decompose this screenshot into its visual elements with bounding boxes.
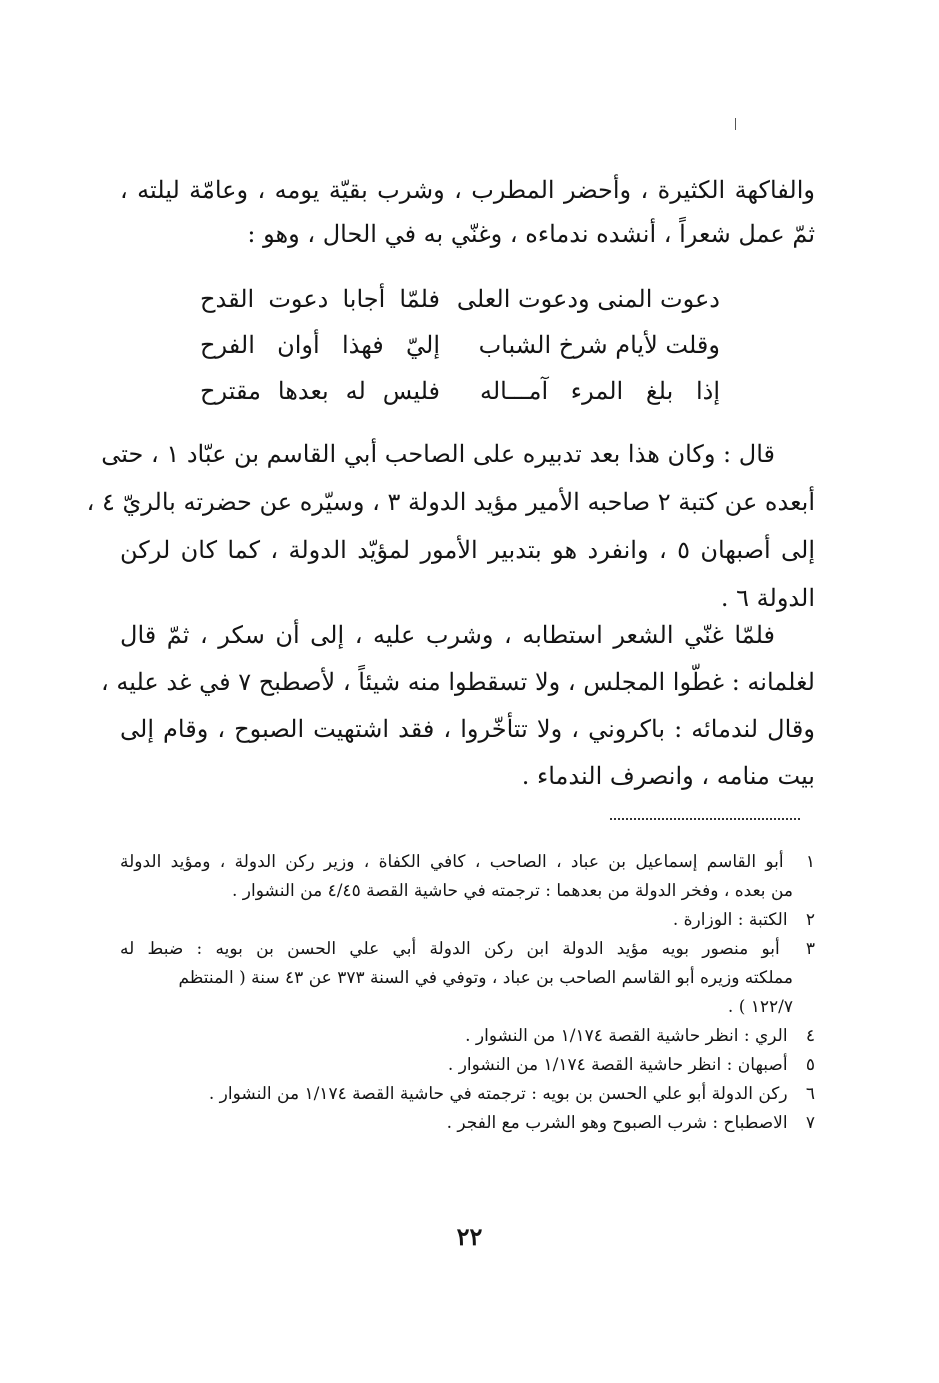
footnote-number: ٧ [805,1113,815,1133]
paragraph-1 [86,430,816,622]
paragraph-line: فلمّا غنّي الشعر استطابه ، وشرب عليه ، إلى أن سكر ، ثمّ قال [120,621,775,649]
footnote-text: الاصطباح : شرب الصبوح وهو الشرب مع الفجر . [446,1113,788,1133]
footnote-6 [120,1080,815,1109]
footnotes [120,848,815,1138]
footnote-3-continued: مملكته وزيره أبو القاسم الصاحب بن عباد ، وتوفي في السنة ٣٧٣ عن ٤٣ سنة ( المنتظم [178,968,793,988]
footnote-1-continued: من بعده ، وفخر الدولة من بعدهما : ترجمته في حاشية القصة ٤/٤٥ من النشوار . [232,881,793,901]
poem-verse [200,322,720,368]
footnote-3-continued: ١٢٢/٧ ) . [727,997,793,1017]
footnote-number: ٣ [805,939,815,959]
footnote-text: الكتبة : الوزارة . [672,910,788,930]
footnote-text: الري : انظر حاشية القصة ١/١٧٤ من النشوار . [465,1026,788,1046]
footnote-3 [120,935,815,964]
footnote-number: ٤ [805,1026,815,1046]
footnote-number: ٦ [805,1084,815,1104]
paragraph-line: قال : وكان هذا بعد تدبيره على الصاحب أبي القاسم بن عبّاد ١ ، حتى [101,440,775,468]
poem-verse [200,368,720,414]
footnote-separator [610,818,800,820]
paragraph-line: لغلمانه : غطّوا المجلس ، ولا تسقطوا منه شيئاً ، لأصطبح ٧ في غد عليه ، [100,668,815,696]
footnote-7 [120,1109,815,1138]
footnote-2 [120,906,815,935]
paragraph-line: أبعده عن كتبة ٢ صاحبه الأمير مؤيد الدولة ٣ ، وسيّره عن حضرته بالريّ ٤ ، [86,488,815,516]
intro-line: والفاكهة الكثيرة ، وأحضر المطرب ، وشرب بقيّة يومه ، وعامّة ليلته ، [120,176,815,204]
verse-second-hemistich: إليّ فهذا أوان الفرح [200,331,440,359]
paragraph-line: بيت منامه ، وانصرف الندماء . [521,762,815,790]
verse-first-hemistich: وقلت لأيام شرخ الشباب [478,331,720,359]
verse-second-hemistich: فلمّا أجابا دعوت القدح [200,285,440,313]
paragraph-line: وقال لندمائه : باكروني ، ولا تتأخّروا ، فقد اشتهيت الصبوح ، وقام إلى [120,715,815,743]
footnote-5 [120,1051,815,1080]
verse-second-hemistich: فليس له بعدها مقترح [200,377,440,405]
page-number: ٢٢ [456,1222,483,1251]
footnote-text: أصبهان : انظر حاشية القصة ١/١٧٤ من النشوار . [447,1055,788,1075]
footnote-number: ١ [805,852,815,872]
footnote-text: أبو منصور بويه مؤيد الدولة ابن ركن الدولة أبي علي الحسن بن بويه : ضبط له [120,939,780,959]
poem-verse [200,276,720,322]
verse-first-hemistich: إذا بلغ المرء آمـــاله [480,377,720,405]
footnote-number: ٢ [805,910,815,930]
intro-line: ثمّ عمل شعراً ، أنشده ندماءه ، وغنّي به في الحال ، وهو : [247,220,815,248]
paragraph-line: الدولة ٦ . [720,584,815,612]
footnote-text: ركن الدولة أبو علي الحسن بن بويه : ترجمته في حاشية القصة ١/١٧٤ من النشوار . [208,1084,788,1104]
paragraph-line: إلى أصبهان ٥ ، وانفرد هو بتدبير الأمور لمؤيّد الدولة ، كما كان لركن [120,536,816,564]
footnote-1 [120,848,815,877]
intro-text [120,168,815,256]
footnote-text: أبو القاسم إسماعيل بن عباد ، الصاحب ، كافي الكفاة ، وزير ركن الدولة ، ومؤيد الدولة [120,852,784,872]
margin-mark [735,118,736,130]
poem [200,276,720,414]
paragraph-2 [100,612,815,800]
footnote-number: ٥ [805,1055,815,1075]
verse-first-hemistich: دعوت المنى ودعوت العلى [456,285,720,313]
footnote-4 [120,1022,815,1051]
